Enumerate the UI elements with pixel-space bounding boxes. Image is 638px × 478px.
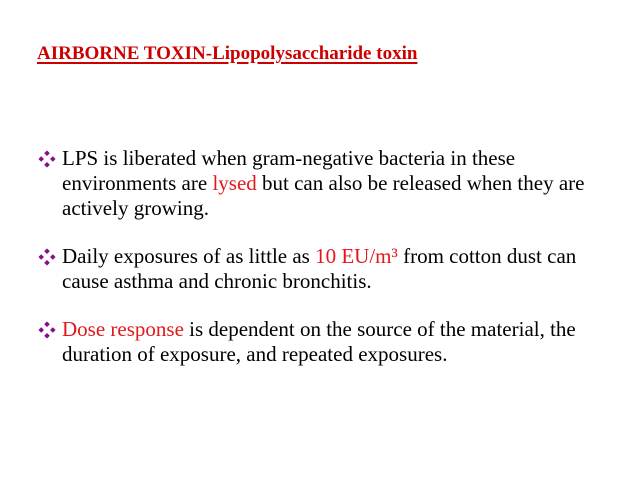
bullet-text: but can also be released when they are actively growing. — [62, 171, 585, 220]
bullet-highlight: Dose response — [62, 317, 184, 341]
diamond-bullet-icon — [37, 247, 57, 267]
bullet-list — [37, 146, 607, 367]
bullet-text: is dependent on the source of the material, the duration of exposure, and repeated exposures. — [62, 317, 576, 366]
slide-title: AIRBORNE TOXIN-Lipopolysaccharide toxin — [37, 43, 418, 64]
bullet-text: from cotton dust can cause asthma and chronic bronchitis. — [62, 244, 577, 293]
bullet-text: LPS is liberated when gram-negative bacteria in these environments are — [62, 146, 516, 195]
diamond-bullet-icon — [37, 149, 57, 169]
bullet-highlight: 10 EU/m³ — [315, 244, 398, 268]
bullet-item-daily-exposures — [37, 244, 607, 294]
bullet-text: Daily exposures of as little as — [62, 244, 316, 268]
bullet-highlight: lysed — [212, 171, 257, 195]
bullet-item-dose-response — [37, 317, 607, 367]
bullet-item-lps-liberation — [37, 146, 607, 221]
diamond-bullet-icon — [37, 320, 57, 340]
